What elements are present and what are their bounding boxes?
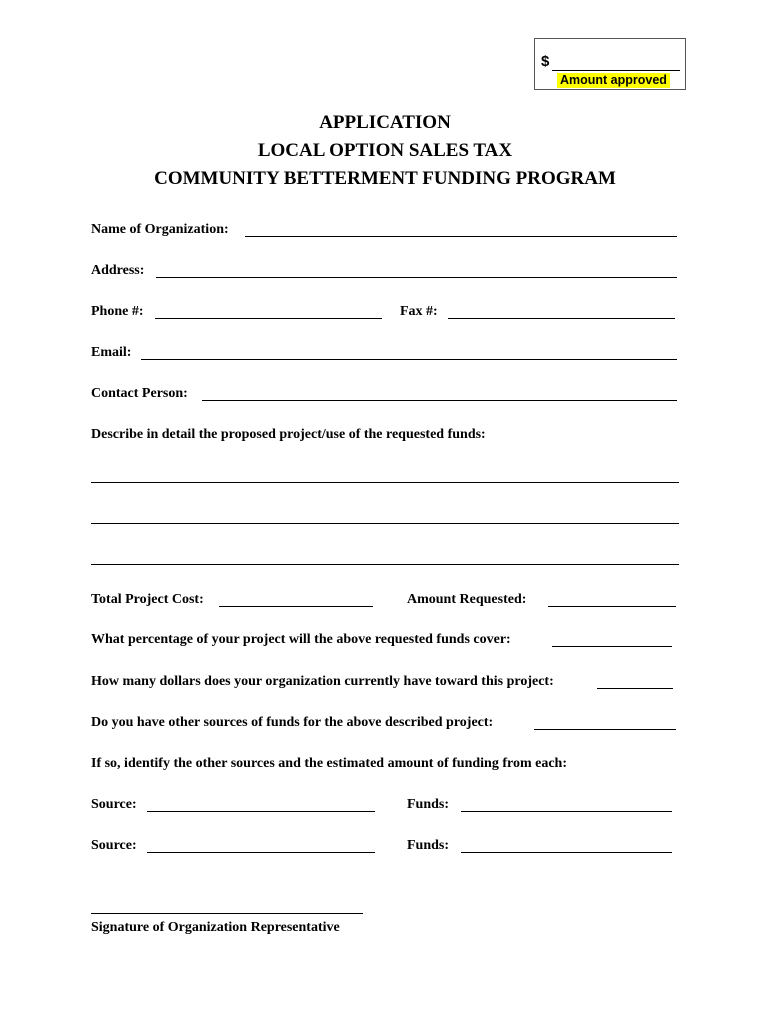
amount-approved-box bbox=[534, 38, 686, 90]
title-line-1: APPLICATION bbox=[319, 112, 451, 133]
fax-label: Fax #: bbox=[400, 304, 438, 319]
phone-field[interactable] bbox=[155, 318, 382, 319]
title-line-3: COMMUNITY BETTERMENT FUNDING PROGRAM bbox=[154, 168, 616, 189]
describe-line-2[interactable] bbox=[91, 523, 679, 524]
email-label: Email: bbox=[91, 345, 132, 360]
funds-2-label: Funds: bbox=[407, 838, 450, 853]
signature-label: Signature of Organization Representative bbox=[91, 920, 340, 935]
source-2-label: Source: bbox=[91, 838, 137, 853]
funds-1-label: Funds: bbox=[407, 797, 450, 812]
source-2-field[interactable] bbox=[147, 852, 375, 853]
other-sources-field[interactable] bbox=[534, 729, 676, 730]
address-field[interactable] bbox=[156, 277, 677, 278]
describe-label: Describe in detail the proposed project/use of the requested funds: bbox=[91, 427, 486, 442]
amount-requested-field[interactable] bbox=[548, 606, 676, 607]
describe-line-1[interactable] bbox=[91, 482, 679, 483]
address-label: Address: bbox=[91, 263, 145, 278]
amount-approved-input-line[interactable] bbox=[552, 70, 680, 71]
total-cost-label: Total Project Cost: bbox=[91, 592, 204, 607]
contact-label: Contact Person: bbox=[91, 386, 188, 401]
source-1-field[interactable] bbox=[147, 811, 375, 812]
funds-1-field[interactable] bbox=[461, 811, 672, 812]
organization-label: Name of Organization: bbox=[91, 222, 229, 237]
funds-2-field[interactable] bbox=[461, 852, 672, 853]
phone-label: Phone #: bbox=[91, 304, 144, 319]
percentage-field[interactable] bbox=[552, 646, 672, 647]
other-sources-label: Do you have other sources of funds for the above described project: bbox=[91, 715, 494, 730]
amount-approved-label: Amount approved bbox=[557, 73, 670, 88]
organization-field[interactable] bbox=[245, 236, 677, 237]
email-field[interactable] bbox=[141, 359, 677, 360]
dollars-current-field[interactable] bbox=[597, 688, 673, 689]
dollars-current-label: How many dollars does your organization currently have toward this project: bbox=[91, 674, 554, 689]
dollar-sign: $ bbox=[541, 53, 550, 70]
contact-field[interactable] bbox=[202, 400, 677, 401]
total-cost-field[interactable] bbox=[219, 606, 373, 607]
percentage-label: What percentage of your project will the above requested funds cover: bbox=[91, 632, 511, 647]
source-1-label: Source: bbox=[91, 797, 137, 812]
amount-requested-label: Amount Requested: bbox=[407, 592, 527, 607]
identify-sources-label: If so, identify the other sources and the estimated amount of funding from each: bbox=[91, 756, 567, 771]
fax-field[interactable] bbox=[448, 318, 675, 319]
title-line-2: LOCAL OPTION SALES TAX bbox=[257, 140, 513, 161]
describe-line-3[interactable] bbox=[91, 564, 679, 565]
signature-field[interactable] bbox=[91, 913, 363, 914]
